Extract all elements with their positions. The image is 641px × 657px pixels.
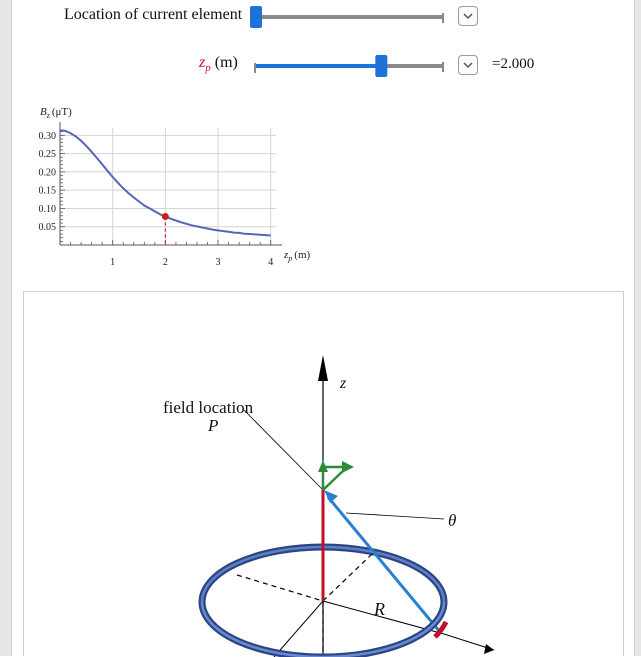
x-tick-label: 4 [268, 257, 274, 268]
zp-readout-value: 2.000 [500, 56, 535, 72]
zp-value-readout: =2.000 [492, 56, 535, 72]
dashed-diameter-right [323, 554, 372, 601]
theta-label: θ [448, 511, 457, 530]
zp-label-var: z [199, 54, 206, 71]
location-slider-track[interactable] [254, 15, 444, 19]
zp-slider[interactable] [252, 53, 448, 79]
x-tick-label: 3 [215, 257, 221, 268]
location-slider-thumb[interactable] [250, 6, 262, 28]
loop-field-diagram[interactable] [24, 292, 623, 657]
y-tick-label: 0.25 [38, 149, 56, 161]
y-tick-label: 0.15 [38, 185, 56, 197]
field-location-label: field location [163, 398, 254, 417]
chevron-down-icon [459, 56, 477, 74]
x-axis-label: $z_p$ (m) [284, 249, 311, 263]
r-vector-arrowhead [324, 490, 338, 503]
left-frame-border [0, 0, 12, 656]
zp-slider-start-tick [254, 63, 256, 73]
zp-slider-thumb[interactable] [375, 55, 387, 77]
zp-slider-label [199, 54, 238, 72]
x-tick-label: 2 [162, 257, 168, 268]
green-vector-right-head [342, 461, 354, 473]
current-point-marker [162, 213, 169, 220]
chevron-down-icon [459, 7, 477, 25]
radius-label: R [374, 599, 385, 619]
z-axis-label: z [340, 375, 347, 392]
zp-slider-end-tick [442, 62, 444, 72]
y-tick-label: 0.10 [38, 203, 56, 215]
x-tick-label: 1 [110, 257, 116, 268]
zp-expand-button[interactable] [458, 55, 478, 75]
location-slider-end-tick [442, 13, 444, 23]
bz-chart [30, 100, 330, 276]
y-axis-label: $B_z$ (μT) [40, 106, 72, 120]
zp-slider-fill [256, 64, 381, 68]
dashed-diameter-left [237, 575, 323, 601]
chart-grid [60, 128, 276, 245]
radius-arrowhead [484, 644, 494, 654]
y-tick-label: 0.20 [38, 167, 56, 179]
zp-label-sub: p [205, 62, 211, 74]
y-tick-label: 0.30 [38, 130, 56, 142]
green-vector-diag [323, 470, 344, 490]
z-axis-arrowhead [318, 355, 328, 381]
radius-line-lower-left [274, 601, 323, 657]
chart-ticks [39, 131, 274, 268]
zp-label-unit: (m) [214, 54, 238, 71]
diagram-panel[interactable] [23, 291, 624, 656]
theta-leader [346, 513, 444, 519]
location-expand-button[interactable] [458, 6, 478, 26]
field-location-leader [244, 410, 323, 490]
y-tick-label: 0.05 [38, 222, 56, 234]
location-slider-label: Location of current element [64, 6, 243, 23]
field-point-label: P [208, 416, 219, 435]
location-slider[interactable] [248, 4, 448, 30]
right-frame-border [634, 0, 641, 656]
